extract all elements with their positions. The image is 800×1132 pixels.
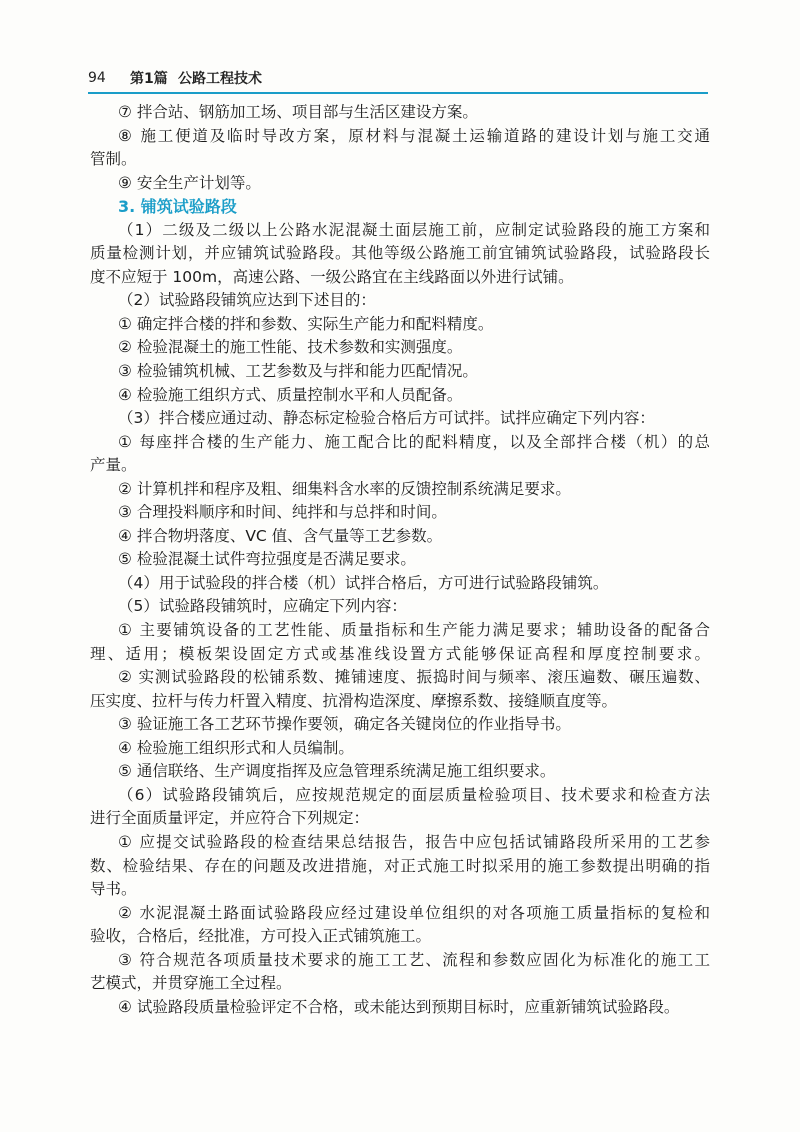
text-line: （2）试验路段铺筑应达到下述目的： — [118, 291, 376, 310]
text-line: 理、适用；模板架设固定方式或基准线设置方式能够保证高程和厚度控制要求。 — [90, 644, 710, 663]
text-line: 压实度、拉杆与传力杆置入精度、抗滑构造深度、摩擦系数、接缝顺直度等。 — [90, 691, 618, 710]
text-line: 度不应短于 100m，高速公路、一级公路宜在主线路面以外进行试铺。 — [90, 267, 574, 286]
text-line: 验收，合格后，经批准，方可投入正式铺筑施工。 — [90, 927, 432, 946]
text-line: （5）试验路段铺筑时，应确定下列内容： — [118, 597, 407, 616]
text-line: 导书。 — [90, 880, 137, 899]
text-line: ② 水泥混凝土路面试验路段应经过建设单位组织的对各项施工质量指标的复检和 — [118, 903, 710, 922]
text-line: ③ 合理投料顺序和时间、纯拌和与总拌和时间。 — [118, 503, 447, 522]
part-label: 第1篇 — [130, 71, 168, 87]
text-line: ③ 验证施工各工艺环节操作要领，确定各关键岗位的作业指导书。 — [118, 715, 571, 734]
text-line: 产量。 — [90, 456, 137, 475]
chapter-title: 公路工程技术 — [178, 71, 262, 87]
text-line: ④ 拌合物坍落度、VC 值、含气量等工艺参数。 — [118, 526, 443, 545]
text-line: ① 主要铺筑设备的工艺性能、质量指标和生产能力满足要求；辅助设备的配备合 — [118, 621, 710, 640]
text-line: 数、检验结果、存在的问题及改进措施，对正式施工时拟采用的施工参数提出明确的指 — [90, 856, 710, 875]
text-line: （6）试验路段铺筑后，应按规范规定的面层质量检验项目、技术要求和检查方法 — [118, 785, 710, 804]
text-line: （4）用于试验段的拌合楼（机）试拌合格后，方可进行试验路段铺筑。 — [118, 573, 609, 592]
running-header — [88, 66, 708, 90]
text-line: ⑦ 拌合站、钢筋加工场、项目部与生活区建设方案。 — [118, 103, 478, 121]
text-line: ② 实测试验路段的松铺系数、摊铺速度、振捣时间与频率、滚压遍数、碾压遍数、 — [118, 668, 710, 687]
text-line: ② 计算机拌和程序及粗、细集料含水率的反馈控制系统满足要求。 — [118, 479, 571, 498]
page-number: 94 — [88, 70, 106, 86]
text-line: ⑨ 安全生产计划等。 — [118, 173, 261, 192]
text-line: ① 确定拌合楼的拌和参数、实际生产能力和配料精度。 — [118, 314, 494, 333]
text-line: ③ 检验铺筑机械、工艺参数及与拌和能力匹配情况。 — [118, 362, 478, 381]
text-line: （3）拌合楼应通过动、静态标定检验合格后方可试拌。试拌应确定下列内容： — [118, 409, 655, 428]
text-line: ⑤ 检验混凝土试件弯拉强度是否满足要求。 — [118, 550, 416, 569]
text-line: ⑧ 施工便道及临时导改方案，原材料与混凝土运输道路的建设计划与施工交通 — [118, 126, 710, 145]
text-line: 艺模式，并贯穿施工全过程。 — [90, 974, 292, 993]
text-line: ① 应提交试验路段的检查结果总结报告，报告中应包括试铺路段所采用的工艺参 — [118, 832, 710, 851]
text-line: ④ 检验施工组织方式、质量控制水平和人员配备。 — [118, 385, 463, 404]
text-line: ⑤ 通信联络、生产调度指挥及应急管理系统满足施工组织要求。 — [118, 762, 556, 781]
section-heading: 3. 铺筑试验路段 — [118, 197, 237, 217]
text-line: （1）二级及二级以上公路水泥混凝土面层施工前，应制定试验路段的施工方案和 — [118, 220, 710, 239]
text-line: 进行全面质量评定，并应符合下列规定： — [90, 809, 370, 828]
text-line: ④ 检验施工组织形式和人员编制。 — [118, 738, 354, 757]
text-line: 管制。 — [90, 150, 137, 169]
text-line: ④ 试验路段质量检验评定不合格，或未能达到预期目标时，应重新铺筑试验路段。 — [118, 997, 680, 1016]
text-line: ③ 符合规范各项质量技术要求的施工工艺、流程和参数应固化为标准化的施工工 — [118, 950, 710, 969]
text-line: 质量检测计划，并应铺筑试验路段。其他等级公路施工前宜铺筑试验路段，试验路段长 — [90, 244, 710, 263]
text-line: ② 检验混凝土的施工性能、技术参数和实测强度。 — [118, 338, 463, 357]
header-rule — [88, 92, 708, 94]
body-text — [90, 101, 710, 1019]
text-line: ① 每座拌合楼的生产能力、施工配合比的配料精度，以及全部拌合楼（机）的总 — [118, 432, 710, 451]
